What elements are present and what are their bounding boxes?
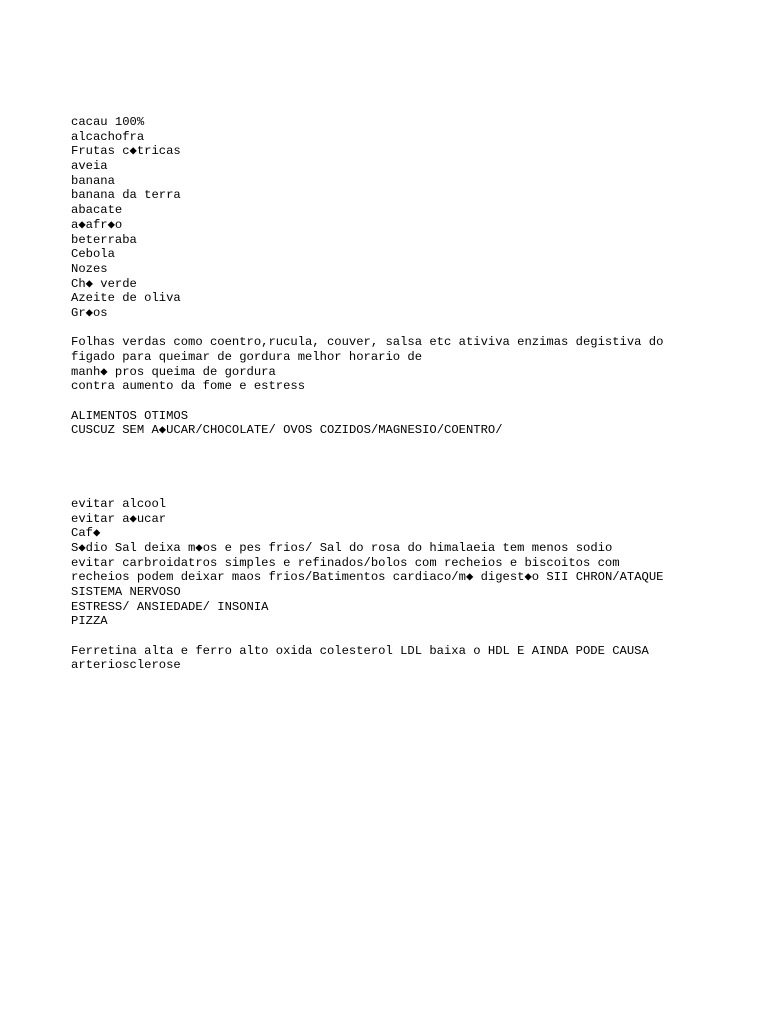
list-item: alcachofra [71,129,145,144]
document-page [71,115,711,673]
list-item: Azeite de oliva [71,291,181,306]
list-item: Frutas c◆tricas [71,144,181,159]
list-item: abacate [71,203,123,218]
paragraph-line: Ferretina alta e ferro alto oxida colesterol LDL baixa o HDL E AINDA PODE CAUSA [71,643,649,658]
leaves-paragraph [71,335,711,394]
optimal-foods-section [71,409,711,438]
list-item: S◆dio Sal deixa m◆os e pes frios/ Sal do rosa do himalaeia tem menos sodio [71,540,613,555]
list-item: a◆afr◆o [71,217,123,232]
list-item: Gr◆os [71,305,108,320]
list-item: banana [71,173,115,188]
list-item: PIZZA [71,614,108,629]
list-item: evitar carbroidatros simples e refinados/bolos com recheios e biscoitos com [71,555,620,570]
list-item: Caf◆ [71,526,101,541]
list-item: evitar alcool [71,496,167,511]
list-item: beterraba [71,232,137,247]
list-item: SISTEMA NERVOSO [71,585,181,600]
list-item: recheios podem deixar maos frios/Batimentos cardiaco/m◆ digest◆o SII CHRON/ATAQUE [71,570,664,585]
optimal-foods-line: CUSCUZ SEM A◆UCAR/CHOCOLATE/ OVOS COZIDOS/MAGNESIO/COENTRO/ [71,423,503,438]
ferritin-paragraph [71,644,711,673]
paragraph-line: arteriosclerose [71,658,181,673]
list-item: cacau 100% [71,115,145,129]
foods-list [71,115,711,321]
spacer [71,438,711,497]
spacer [71,321,711,336]
spacer [71,394,711,409]
list-item: aveia [71,159,108,174]
list-item: Cebola [71,247,115,262]
avoid-list [71,497,711,629]
list-item: Nozes [71,261,108,276]
paragraph-line: manh◆ pros queima de gordura [71,364,276,379]
list-item: ESTRESS/ ANSIEDADE/ INSONIA [71,599,269,614]
paragraph-line: contra aumento da fome e estress [71,379,306,394]
section-heading: ALIMENTOS OTIMOS [71,408,189,423]
paragraph-line: figado para queimar de gordura melhor horario de [71,350,423,364]
list-item: Ch◆ verde [71,276,137,291]
spacer [71,629,711,644]
paragraph-line: Folhas verdas como coentro,rucula, couver, salsa etc ativiva enzimas degistiva do [71,335,664,350]
list-item: banana da terra [71,188,181,203]
list-item: evitar a◆ucar [71,511,167,526]
